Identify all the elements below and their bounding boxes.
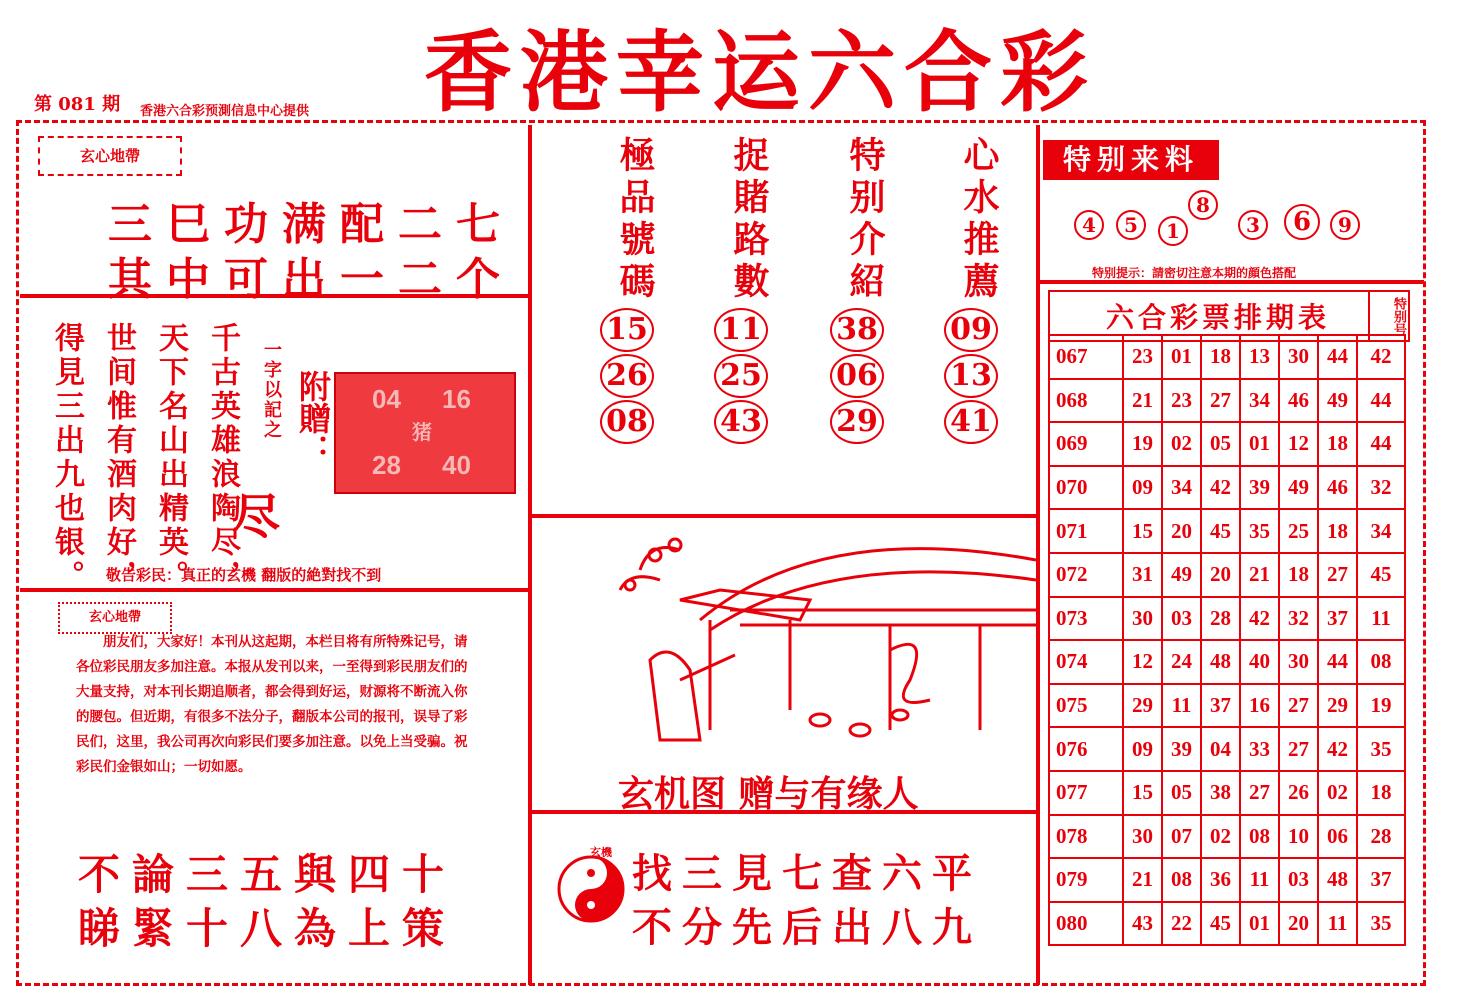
pick-number: 06 [830, 354, 884, 398]
number-cell: 48 [1318, 858, 1357, 902]
table-row [1049, 335, 1405, 379]
verse-line-3: 不論三五與四十 [78, 850, 457, 899]
number-cell: 49 [1279, 466, 1318, 510]
number-cell: 28 [1201, 597, 1240, 641]
number-cell: 06 [1318, 815, 1357, 859]
number-cell: 27 [1279, 727, 1318, 771]
issue-cell: 077 [1049, 771, 1123, 815]
schedule-title: 六合彩票排期表 [1106, 301, 1331, 334]
number-cell: 30 [1279, 335, 1318, 379]
poem-answer: 尽 [232, 489, 281, 545]
number-cell: 05 [1201, 422, 1240, 466]
number-cell: 09 [1123, 727, 1162, 771]
number-cell: 23 [1162, 379, 1201, 423]
number-cell: 33 [1240, 727, 1279, 771]
special-number: 5 [1116, 210, 1146, 240]
poem-column: 世间惟有酒肉好， [101, 322, 136, 594]
number-cell: 12 [1279, 422, 1318, 466]
issue-cell: 078 [1049, 815, 1123, 859]
number-cell: 15 [1123, 771, 1162, 815]
number-cell: 30 [1123, 815, 1162, 859]
special-number-cell: 35 [1357, 727, 1405, 771]
number-cell: 19 [1123, 422, 1162, 466]
number-cell: 20 [1279, 902, 1318, 946]
number-cell: 25 [1279, 509, 1318, 553]
number-cell: 09 [1123, 466, 1162, 510]
number-cell: 46 [1318, 466, 1357, 510]
table-row [1049, 553, 1405, 597]
number-cell: 11 [1318, 902, 1357, 946]
special-number-cell: 45 [1357, 553, 1405, 597]
table-row [1049, 597, 1405, 641]
number-cell: 26 [1279, 771, 1318, 815]
table-row [1049, 684, 1405, 728]
pick-column [710, 136, 780, 456]
special-number-cell: 32 [1357, 466, 1405, 510]
poem-column: 天下名山出精英。 [153, 322, 188, 594]
stamp-number: 16 [442, 384, 471, 414]
table-row [1049, 466, 1405, 510]
special-number-cell: 08 [1357, 640, 1405, 684]
slogan-line-2: 不分先后出八九 [632, 904, 982, 951]
number-cell: 40 [1240, 640, 1279, 684]
number-cell: 27 [1240, 771, 1279, 815]
number-cell: 12 [1123, 640, 1162, 684]
notice-paragraph: 朋友们，大家好！本刊从这起期，本栏目将有所特殊记号，请各位彩民朋友多加注意。本报从发刊以来，一至得到彩民朋友们的大量支持，对本刊长期追顺者，都会得到好运，财源将不断流入你的腰包。但近期，有很多不法分子，翻版本公司的报刊，误导了彩民们，这里，我公司再次向彩民们要多加注意。以免上当受骗。祝彩民们金银如山；一切如愿。 [76, 634, 468, 775]
pick-number: 41 [944, 400, 998, 444]
special-column-label: 特别号 [1368, 292, 1406, 340]
pick-title: 捉賭路數 [728, 136, 770, 304]
page-title: 香港幸运六合彩 [423, 20, 1096, 124]
number-cell: 49 [1318, 379, 1357, 423]
number-cell: 11 [1240, 858, 1279, 902]
number-cell: 18 [1318, 422, 1357, 466]
poem-column: 千古英雄浪陶尽， [205, 322, 240, 594]
number-cell: 13 [1240, 335, 1279, 379]
issue-cell: 070 [1049, 466, 1123, 510]
number-cell: 32 [1279, 597, 1318, 641]
number-cell: 22 [1162, 902, 1201, 946]
yin-yang-icon [556, 854, 626, 924]
divider [528, 125, 532, 985]
number-cell: 38 [1201, 771, 1240, 815]
schedule-table [1048, 334, 1406, 946]
pick-number: 26 [600, 354, 654, 398]
provider-note: 香港六合彩预測信息中心提供 [140, 104, 310, 119]
pick-number: 15 [600, 308, 654, 352]
number-cell: 43 [1123, 902, 1162, 946]
pick-title: 特别介紹 [844, 136, 886, 304]
special-number-cell: 19 [1357, 684, 1405, 728]
number-cell: 45 [1201, 902, 1240, 946]
special-number-cell: 44 [1357, 422, 1405, 466]
pick-title: 心水推薦 [958, 136, 1000, 304]
section-tag [38, 136, 182, 176]
table-row [1049, 422, 1405, 466]
number-cell: 27 [1279, 684, 1318, 728]
special-number-cell: 11 [1357, 597, 1405, 641]
issue-cell: 068 [1049, 379, 1123, 423]
special-hint: 特别提示：請密切注意本期的顔色搭配 [1092, 266, 1297, 280]
special-number: 4 [1074, 210, 1104, 240]
section-tag-label: 玄心地帶 [88, 610, 141, 625]
number-cell: 20 [1162, 509, 1201, 553]
number-cell: 42 [1318, 727, 1357, 771]
number-cell: 21 [1123, 379, 1162, 423]
number-cell: 49 [1162, 553, 1201, 597]
issue-cell: 073 [1049, 597, 1123, 641]
number-cell: 27 [1318, 553, 1357, 597]
number-cell: 39 [1162, 727, 1201, 771]
number-cell: 31 [1123, 553, 1162, 597]
table-row [1049, 640, 1405, 684]
number-cell: 42 [1240, 597, 1279, 641]
number-cell: 02 [1318, 771, 1357, 815]
gift-stamp [334, 372, 516, 494]
number-cell: 48 [1201, 640, 1240, 684]
stamp-number: 28 [372, 450, 401, 480]
number-cell: 18 [1279, 553, 1318, 597]
table-row [1049, 509, 1405, 553]
pick-title: 極品號碼 [614, 136, 656, 304]
verse-line-2: 其中可出一二个 [108, 254, 514, 305]
section-tag-label: 玄心地帶 [79, 147, 140, 165]
number-cell: 03 [1279, 858, 1318, 902]
issue-cell: 079 [1049, 858, 1123, 902]
special-number-cell: 44 [1357, 379, 1405, 423]
issue-cell: 072 [1049, 553, 1123, 597]
number-cell: 29 [1318, 684, 1357, 728]
warning-text: 敬告彩民：真正的玄機 翻版的絶對找不到 [106, 566, 382, 584]
number-cell: 29 [1123, 684, 1162, 728]
number-cell: 35 [1240, 509, 1279, 553]
issue-cell: 067 [1049, 335, 1123, 379]
number-cell: 15 [1123, 509, 1162, 553]
table-row [1049, 815, 1405, 859]
poem-hint: 一字以記之 [261, 340, 282, 440]
slogan-line-1: 找三見七查六平 [632, 850, 982, 897]
number-cell: 30 [1123, 597, 1162, 641]
issue-cell: 075 [1049, 684, 1123, 728]
issue-cell: 071 [1049, 509, 1123, 553]
riddle-illustration [560, 530, 1036, 760]
number-cell: 44 [1318, 335, 1357, 379]
number-cell: 11 [1162, 684, 1201, 728]
pick-column [826, 136, 896, 456]
number-cell: 01 [1240, 902, 1279, 946]
number-cell: 18 [1318, 509, 1357, 553]
table-row [1049, 379, 1405, 423]
number-cell: 02 [1201, 815, 1240, 859]
pick-number: 08 [600, 400, 654, 444]
number-cell: 20 [1201, 553, 1240, 597]
number-cell: 34 [1162, 466, 1201, 510]
special-number-cell: 35 [1357, 902, 1405, 946]
number-cell: 07 [1162, 815, 1201, 859]
table-row [1049, 858, 1405, 902]
number-cell: 18 [1201, 335, 1240, 379]
number-cell: 30 [1279, 640, 1318, 684]
issue-cell: 080 [1049, 902, 1123, 946]
special-number-cell: 18 [1357, 771, 1405, 815]
special-number: 1 [1158, 216, 1188, 246]
stamp-number: 40 [442, 450, 471, 480]
issue-cell: 074 [1049, 640, 1123, 684]
number-cell: 05 [1162, 771, 1201, 815]
special-banner: 特别来料 [1043, 140, 1219, 180]
number-cell: 24 [1162, 640, 1201, 684]
issue-number: 第 081 期 [34, 94, 121, 115]
stamp-zodiac: 猪 [412, 422, 432, 444]
special-number: 6 [1284, 204, 1320, 240]
pick-number: 13 [944, 354, 998, 398]
number-cell: 01 [1240, 422, 1279, 466]
number-cell: 39 [1240, 466, 1279, 510]
divider [1036, 125, 1040, 985]
special-number-cell: 34 [1357, 509, 1405, 553]
yin-label: 玄機 [590, 846, 612, 859]
number-cell: 34 [1240, 379, 1279, 423]
pick-number: 25 [714, 354, 768, 398]
number-cell: 44 [1318, 640, 1357, 684]
verse-line-4: 睇緊十八為上策 [78, 904, 457, 953]
number-cell: 04 [1201, 727, 1240, 771]
number-cell: 45 [1201, 509, 1240, 553]
pick-number: 29 [830, 400, 884, 444]
pick-column [940, 136, 1010, 456]
number-cell: 10 [1279, 815, 1318, 859]
gift-label: 附贈： [294, 370, 332, 466]
stamp-number: 04 [372, 384, 401, 414]
divider [532, 514, 1038, 518]
number-cell: 08 [1240, 815, 1279, 859]
issue-cell: 076 [1049, 727, 1123, 771]
table-row [1049, 727, 1405, 771]
number-cell: 02 [1162, 422, 1201, 466]
number-cell: 37 [1318, 597, 1357, 641]
number-cell: 42 [1201, 466, 1240, 510]
pick-number: 09 [944, 308, 998, 352]
number-cell: 21 [1123, 858, 1162, 902]
number-cell: 16 [1240, 684, 1279, 728]
illustration-caption: 玄机图 赠与有缘人 [618, 773, 919, 815]
special-number: 3 [1238, 210, 1268, 240]
pick-number: 43 [714, 400, 768, 444]
special-number-cell: 42 [1357, 335, 1405, 379]
pick-number: 38 [830, 308, 884, 352]
table-row [1049, 902, 1405, 946]
number-cell: 36 [1201, 858, 1240, 902]
poem-column: 得見三出九也银。 [49, 322, 84, 594]
number-cell: 03 [1162, 597, 1201, 641]
verse-line-1: 三巳功满配二七 [108, 199, 514, 250]
number-cell: 23 [1123, 335, 1162, 379]
pick-number: 11 [714, 308, 768, 352]
special-number: 8 [1188, 190, 1218, 220]
issue-cell: 069 [1049, 422, 1123, 466]
number-cell: 08 [1162, 858, 1201, 902]
number-cell: 27 [1201, 379, 1240, 423]
pick-column [596, 136, 666, 456]
table-row [1049, 771, 1405, 815]
number-cell: 21 [1240, 553, 1279, 597]
special-number-cell: 37 [1357, 858, 1405, 902]
number-cell: 37 [1201, 684, 1240, 728]
number-cell: 46 [1279, 379, 1318, 423]
number-cell: 01 [1162, 335, 1201, 379]
special-number-cell: 28 [1357, 815, 1405, 859]
special-number: 9 [1330, 210, 1360, 240]
